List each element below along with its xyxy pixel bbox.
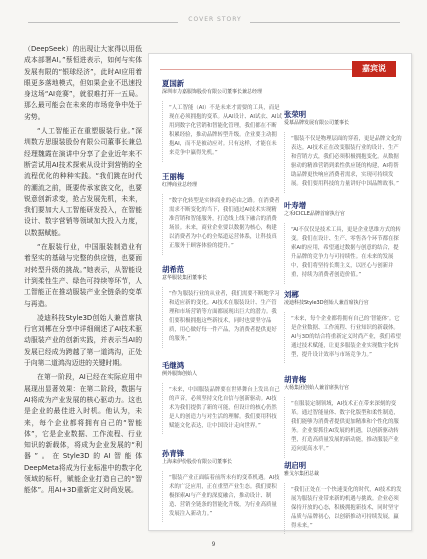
guest-role: 意华服装集团董事长: [162, 275, 208, 281]
guest-card: [284, 461, 408, 534]
guest-name: 胡希范: [162, 265, 185, 274]
guest-card: [284, 290, 408, 363]
article-paragraph: 在第一阶段，AI已经在实际应用中展现出显著效果：在第二阶段，数据与AI将成为产业发展的核心驱动力。这也是企业的最佳进入时机。他认为，未来，每个企业都将拥有自己的“智能体”，它是企业数据、工作流程、行业知识的新载体，将成为企业发展的“利器”。在Style3D的AI智能体DeepMeta将成为行业标准中的数字化领域的标杆，赋能企业打造自己的“智能体”。用AI+3D重新定义时尚发展。: [24, 373, 142, 495]
guest-card: [162, 172, 286, 255]
guest-card: [284, 375, 408, 458]
page-header: [0, 14, 427, 32]
guest-quote: “ “在服装定制领域，AI技术正在带来深刻的变革。通过智能量体、数字化版型和柔性制造，我们能够为消费者提供更加精准和个性化的服务。企业要抓住AI发展的机遇，以创新驱动转型，打造高质量发展的新动能，推动服装产业迈向更高水平。”: [284, 397, 408, 458]
guest-role: 例外服饰创始人: [162, 371, 198, 377]
guest-name: 胡青梅: [284, 375, 307, 384]
guest-name: 刘郴: [284, 290, 299, 299]
guest-card: [284, 110, 408, 193]
article-paragraph: 凌迪科技Style3D创始人兼首席执行官刘郴在分享中详细阐述了AI技术驱动服装产业的创新实践，并表示当AI的发展已经成为跨越了第一道鸿沟，正处于向第二道鸿沟迈进的关键时期。: [24, 313, 142, 368]
article-body: [24, 44, 142, 500]
guest-role: 雅戈尔集团总裁: [284, 471, 320, 477]
article-paragraph: “在服装行业，中国服装制造业有着坚实的基础与完整的供应链，也要面对转型升级的挑战。”她表示，从智能设计到柔性生产、绿色可持续等环节，人工智能正在推动服装产业全链条的变革与再造。: [24, 243, 142, 308]
header-rule-right: [250, 22, 400, 23]
guest-quote: “ “数字化转型是实体商业的必由之路。在消费者需求不断变化的当下，我们通过AI技术实现精准营销和智能服务，打造线上线下融合的消费场景。未来，商业企业要以数据为核心，构建以消费者为中心的全渠道运营体系，让科技真正服务于顾客体验的提升。”: [162, 194, 286, 255]
guest-name: 胡启明: [284, 461, 307, 470]
guest-quote: “ “未来，中国服装品牌要在世界舞台上发出自己的声音，必须坚持文化自信与创新驱动。AI技术为我们提供了新的可能，但设计的核心仍然是人的创造力与对生活的理解。我们要用科技赋能文化表达，让中国设计走向世界。”: [162, 383, 286, 434]
guest-card: [162, 79, 286, 162]
guest-quote: “ “人工智能（AI）不是未来才需要的工具，而是现在必须拥抱的变革。从AI设计、AI试衣、AI试用到数字化营销和智能化管理，我们都在不断积累经验，推动品牌转型升级。企业要主动拥抱AI，而不是被动应对。只有这样，才能在未来竞争中赢得先机。”: [162, 101, 286, 162]
article-paragraph: “人工智能正在重塑服装行业。”深圳数方思服装股份有限公司董事长兼总经理魏霞在演讲中分享了企业近年来不断尝试用AI技术探索从设计到营销的全流程优化的种种实践。“我们跳在时代的潮流之前，既要传承家族文化，也要锐意创新求变，抢占发展先机，未来，我们要加大人工智能研发投入，在智能设计、数字营销等领域加大投入力度，以数据赋能。: [24, 127, 142, 237]
guest-role: 爱慕品牌发展有限公司董事长: [284, 120, 350, 126]
header-rule-left: [28, 22, 178, 23]
page-number: 9: [211, 541, 216, 548]
guest-name: 孙青锋: [162, 449, 185, 458]
guest-card: [162, 361, 286, 434]
guest-name: 叶寿增: [284, 201, 307, 210]
guest-role: 之禾ICICLE品牌首席执行官: [284, 211, 345, 217]
guest-card: [162, 265, 286, 348]
guest-quote: “ “服装不仅是物理层面的穿着，更是品牌文化的表达。AI技术正在改变服装行业的设计、生产和营销方式，我们必须积极拥抱变化。从数据驱动的精准营销到柔性供应链的构建，AI将帮助品牌更快响应消费者需求，实现可持续发展。我们要用科技的力量讲好中国品牌故事。”: [284, 132, 408, 193]
guest-role: 上海来伊份股份有限公司董事长: [162, 459, 233, 465]
guest-quote: “ “AI不仅仅是技术工具，更是企业思维方式的转变。我们在设计、生产、零售各个环节都在探索AI的应用，希望通过数据与创意的结合，提升品牌的竞争力与可持续性。在未来的发展中，我们将坚持长期主义，以匠心与创新并重，持续为消费者创造价值。”: [284, 223, 408, 284]
panel-title: 嘉宾说: [352, 61, 396, 77]
section-title: COVER STORY: [188, 16, 242, 23]
guest-quote: “ “我们正处在一个快速变化的时代，AI技术的发展为服装行业带来新的机遇与挑战。企业必须保持开放的心态，积极拥抱新技术，同时坚守品质与品牌初心，以创新推动可持续发展，赢得未来。”: [284, 483, 408, 534]
guest-name: 王丽梅: [162, 172, 185, 181]
guest-quote: “ “服装产业正面临着前所未有的变革机遇。AI技术的广泛应用，正在重塑产业生态。我们要积极探索AI与产业的深度融合，推动设计、制造、营销全链条的智能化升级，为行业高质量发展注入新动力。”: [162, 471, 286, 522]
guest-quote: “ “未来，每个企业都将拥有自己的‘智能体’。它是企业数据、工作流程、行业知识的新载体。AI与3D的结合将重新定义时尚产业，我们希望通过技术赋能，让更多服装企业实现数字化转型，提升设计效率与市场竞争力。”: [284, 312, 408, 363]
guest-name: 毛继鸿: [162, 361, 185, 370]
panel-title-rule: [160, 69, 352, 70]
guest-role: 凌迪科技Style3D创始人兼首席执行官: [284, 300, 369, 306]
guest-role: 红博商业总经理: [162, 182, 198, 188]
article-paragraph: （DeepSeek）的出现让大家得以用低成本部署AI。”蔡恒进表示，如何与实体发展有限的“银球经济”，此时AI应用着眼更多落地模式，但如果企业不迅速投身这场“AI竞赛”，就很难打开一五局。那么最可能会在未来的市场竞争中处于劣势。: [24, 45, 142, 121]
guest-role: 大杨集团创始人兼首席执行官: [284, 385, 350, 391]
guest-quote: “ “作为服装行业的从业者，我们需要不断地学习和适应新的变化。AI技术在服装设计、生产管理和市场营销等方面都展现出巨大的潜力。我们要积极拥抱这些新技术，同时也要坚守品质，用心做好每一件产品，为消费者提供更好的服务。”: [162, 287, 286, 348]
guest-role: 深圳市力嘉服饰股份有限公司董事长兼总经理: [162, 89, 263, 95]
guest-name: 张荣明: [284, 110, 307, 119]
guest-card: [162, 449, 286, 522]
guest-card: [284, 201, 408, 284]
guest-name: 夏国新: [162, 79, 185, 88]
